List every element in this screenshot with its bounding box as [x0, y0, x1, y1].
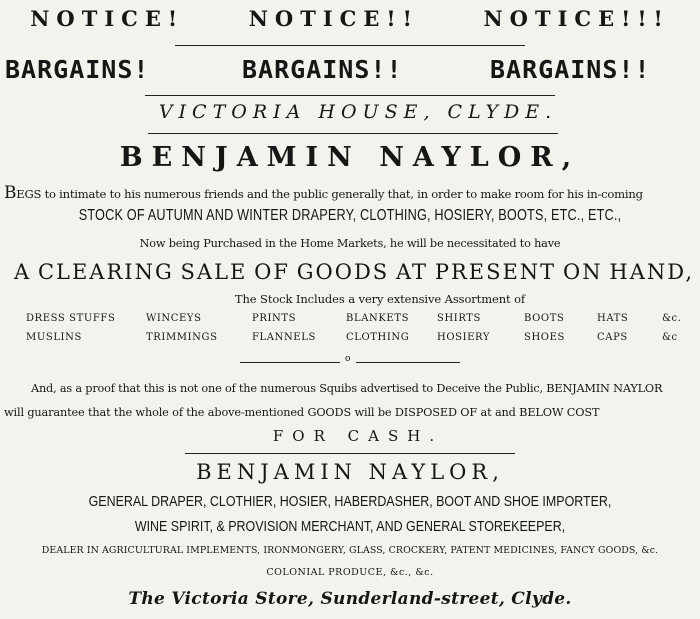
rule-top	[175, 45, 525, 46]
proof-line-1: And, as a proof that this is not one of the numerous Squibs advertised to Deceive the Public, BENJAMIN NAYLOR	[31, 382, 663, 395]
intro-line-1	[4, 183, 698, 203]
notice-3: NOTICE!!!	[483, 6, 670, 31]
sale-word-6: AT	[395, 260, 429, 284]
sale-word-2: CLEARING	[37, 260, 174, 284]
sale-word-5: GOODS	[296, 260, 390, 284]
stock-item: MUSLINS	[26, 332, 82, 343]
bargains-3: BARGAINS!!	[490, 55, 651, 84]
drop-cap: B	[4, 183, 17, 203]
proof-line-2: will guarantee that the whole of the above-mentioned GOODS will be DISPOSED OF at and BELOW COST	[4, 406, 600, 419]
stock-item: DRESS STUFFS	[26, 313, 116, 324]
stock-item: HOSIERY	[437, 332, 491, 343]
store-address: The Victoria Store, Sunderland-street, Clyde.	[128, 589, 572, 609]
stock-item: SHIRTS	[437, 313, 481, 324]
intro-line-3: Now being Purchased in the Home Markets, he will be necessitated to have	[139, 237, 561, 250]
sale-word-7: PRESENT	[434, 260, 557, 284]
divider-rule-right	[356, 362, 460, 363]
stock-row-2	[0, 332, 700, 348]
notice-header	[0, 6, 700, 31]
sale-word-9: HAND,	[609, 260, 694, 284]
notice-1: NOTICE!	[30, 6, 185, 31]
stock-item: FLANNELS	[252, 332, 316, 343]
intro-line-2: STOCK OF AUTUMN AND WINTER DRAPERY, CLOTHING, HOSIERY, BOOTS, ETC., ETC.,	[78, 207, 622, 224]
stock-item: &c.	[662, 313, 682, 324]
stock-item: BOOTS	[524, 313, 565, 324]
notice-2: NOTICE!!	[248, 6, 419, 31]
stock-item: HATS	[597, 313, 629, 324]
stock-item: PRINTS	[252, 313, 297, 324]
sale-word-1: A	[14, 260, 32, 284]
bargains-1: BARGAINS!	[5, 55, 150, 84]
footer-name: BENJAMIN NAYLOR,	[196, 460, 504, 484]
rule-bargains	[145, 95, 555, 96]
divider-mark: o	[345, 354, 351, 364]
stock-item: SHOES	[524, 332, 565, 343]
venue: VICTORIA HOUSE, CLYDE.	[158, 101, 558, 123]
stock-item: BLANKETS	[346, 313, 410, 324]
rule-cash	[185, 453, 515, 454]
sale-word-4: OF	[254, 260, 290, 284]
trades-line-1: GENERAL DRAPER, CLOTHIER, HOSIER, HABERDASHER, BOOT AND SHOE IMPORTER,	[88, 493, 612, 510]
stock-item: TRIMMINGS	[146, 332, 218, 343]
divider-rule-left	[240, 362, 340, 363]
proprietor-name: BENJAMIN NAYLOR,	[119, 142, 581, 173]
divider	[0, 356, 700, 368]
for-cash: FOR CASH.	[272, 427, 444, 445]
bargains-2: BARGAINS!!	[242, 55, 403, 84]
trades-line-2: WINE SPIRIT, & PROVISION MERCHANT, AND GENERAL STOREKEEPER,	[134, 518, 566, 535]
bargains-header	[0, 53, 700, 89]
stock-row-1	[0, 313, 700, 329]
intro-text-1: EGS to intimate to his numerous friends and the public generally that, in order to make room for his in-coming	[16, 187, 643, 201]
stock-item: CLOTHING	[346, 332, 410, 343]
colonial-line: COLONIAL PRODUCE, &c., &c.	[266, 567, 434, 578]
stock-intro: The Stock Includes a very extensive Assortment of	[234, 292, 526, 306]
rule-venue	[148, 133, 558, 134]
stock-item: &c	[662, 332, 678, 343]
stock-item: CAPS	[597, 332, 628, 343]
stock-item: WINCEYS	[146, 313, 202, 324]
dealer-line: DEALER IN AGRICULTURAL IMPLEMENTS, IRONMONGERY, GLASS, CROCKERY, PATENT MEDICINES, FANCY GOODS, &c.	[41, 545, 659, 556]
sale-word-3: SALE	[180, 260, 248, 284]
clearing-sale-line	[14, 260, 694, 284]
sale-word-8: ON	[562, 260, 603, 284]
